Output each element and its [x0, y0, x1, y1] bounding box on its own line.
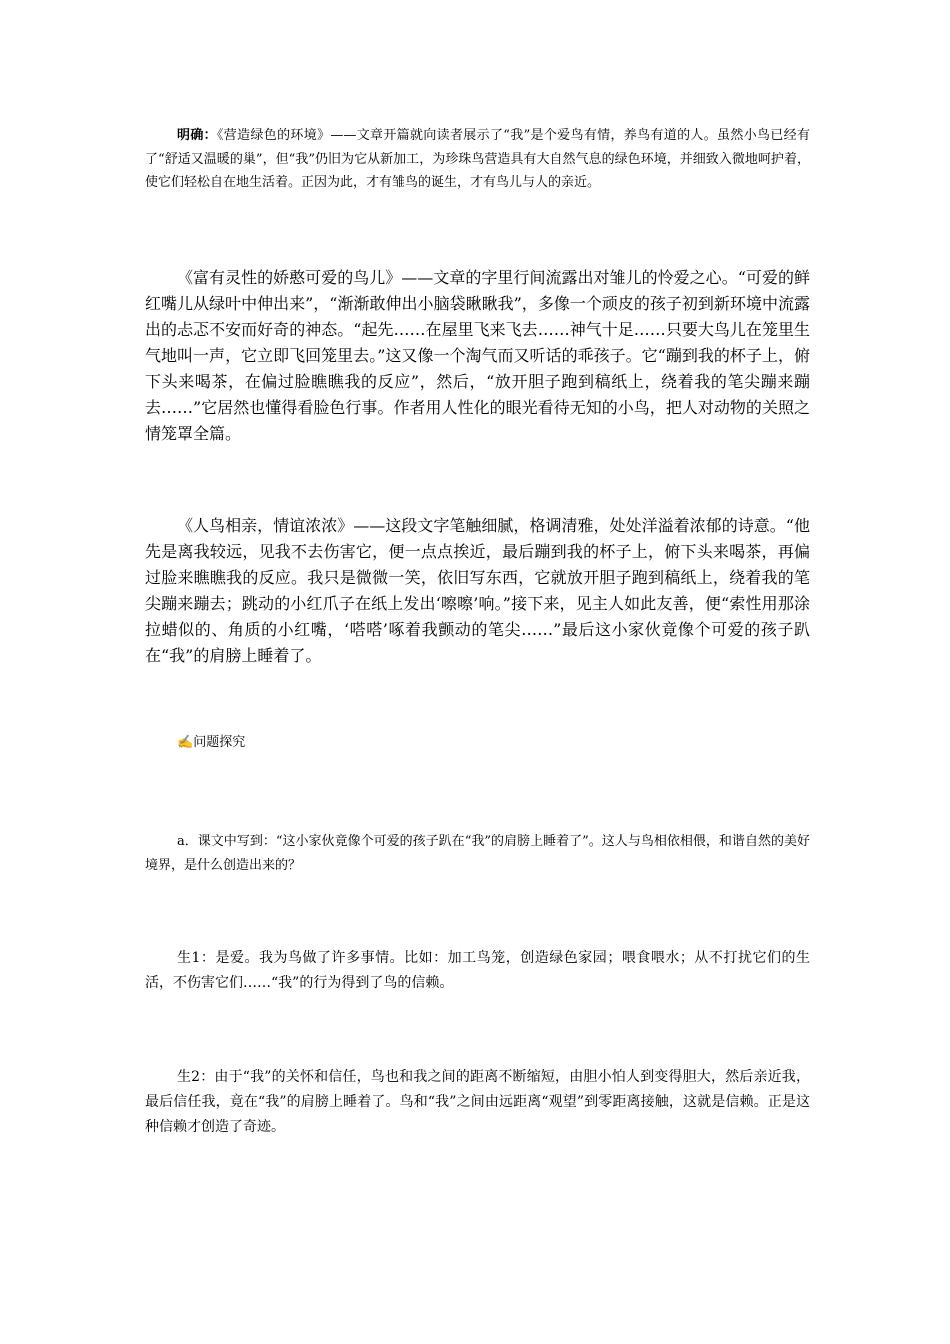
answer-student-2: 生2：由于“我”的关怀和信任，鸟也和我之间的距离不断缩短，由胆小怕人到变得胆大，然后亲近我，最后信任我，竟在“我”的肩膀上睡着了。鸟和“我”之间由远距离“观望”到零距离接触，这就是信赖。正是这种信赖才创造了奇迹。 [145, 1069, 810, 1135]
paragraph-text: 《营造绿色的环境》——文章开篇就向读者展示了“我”是个爱鸟有情，养鸟有道的人。虽然小鸟已经有了“舒适又温暖的巢”，但“我”仍旧为它从新加工，为珍珠鸟营造具有大自然气息的绿色环境，并细致入微地呵护着，使它们轻松自在地生活着。正因为此，才有雏鸟的诞生，才有鸟儿与人的亲近。 [145, 128, 810, 190]
paragraph-human-bird-bond: 《人鸟相亲，情谊浓浓》——这段文字笔触细腻，格调清雅，处处洋溢着浓郁的诗意。“他先是离我较远，见我不去伤害它，便一点点挨近，最后蹦到我的杯子上，俯下头来喝茶，再偏过脸来瞧瞧我的反应。我只是微微一笑，依旧写东西，它就放开胆子跑到稿纸上，绕着我的笔尖蹦来蹦去；跳动的小红爪子在纸上发出‘嚓嚓’响。”接下来，见主人如此友善，便“索性用那涂拉蜡似的、角质的小红嘴，‘嗒嗒’啄着我颤动的笔尖……”最后这小家伙竟像个可爱的孩子趴在“我”的肩膀上睡着了。 [145, 516, 810, 665]
section-heading-inquiry [177, 733, 245, 753]
paragraph-lead-label: 明确： [177, 128, 217, 143]
question-a: a．课文中写到：“这小家伙竟像个可爱的孩子趴在“我”的肩膀上睡着了”。这人与鸟相依相偎，和谐自然的美好境界，是什么创造出来的？ [145, 834, 810, 873]
section-heading-text: 问题探究 [193, 735, 246, 750]
paragraph-green-environment [145, 124, 810, 195]
pen-icon: ✍ [177, 735, 194, 750]
paragraph-lively-birds: 《富有灵性的娇憨可爱的鸟儿》——文章的字里行间流露出对雏儿的怜爱之心。“可爱的鲜红嘴儿从绿叶中伸出来”，“渐渐敢伸出小脑袋瞅瞅我”，多像一个顽皮的孩子初到新环境中流露出的忐忑不安而好奇的神态。“起先……在屋里飞来飞去……神气十足……只要大鸟儿在笼里生气地叫一声，它立即飞回笼里去。”这又像一个淘气而又听话的乖孩子。它“蹦到我的杯子上，俯下头来喝茶，在偏过脸瞧瞧我的反应”，然后，“放开胆子跑到稿纸上，绕着我的笔尖蹦来蹦去……”它居然也懂得看脸色行事。作者用人性化的眼光看待无知的小鸟，把人对动物的关照之情笼罩全篇。 [145, 268, 810, 443]
answer-student-1: 生1：是爱。我为鸟做了许多事情。比如：加工鸟笼，创造绿色家园；喂食喂水；从不打扰它们的生活，不伤害它们……“我”的行为得到了鸟的信赖。 [145, 950, 810, 991]
